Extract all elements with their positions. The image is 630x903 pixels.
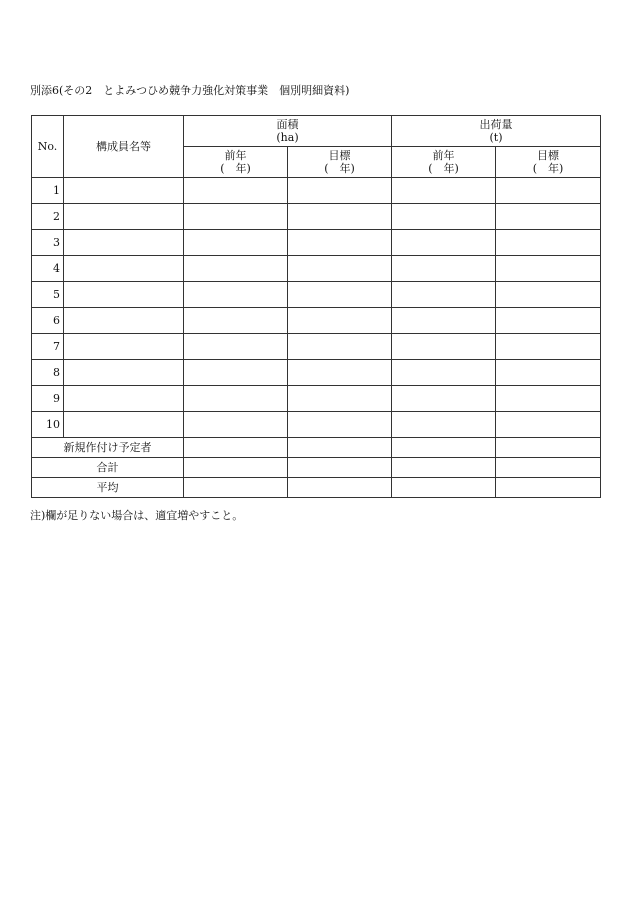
table-row <box>32 230 601 256</box>
cell-value[interactable] <box>288 458 392 478</box>
cell-value[interactable] <box>392 360 496 386</box>
cell-value[interactable] <box>184 204 288 230</box>
cell-value[interactable] <box>288 256 392 282</box>
cell-value[interactable] <box>184 360 288 386</box>
header-member: 構成員名等 <box>64 116 184 178</box>
cell-value[interactable] <box>496 334 601 360</box>
cell-value[interactable] <box>184 386 288 412</box>
cell-value[interactable] <box>288 438 392 458</box>
table-row <box>32 308 601 334</box>
cell-value[interactable] <box>496 412 601 438</box>
detail-table <box>31 115 601 498</box>
header-area-unit: (ha) <box>276 131 299 144</box>
cell-value[interactable] <box>184 230 288 256</box>
cell-value[interactable] <box>392 412 496 438</box>
cell-value[interactable] <box>496 478 601 498</box>
cell-value[interactable] <box>288 282 392 308</box>
cell-value[interactable] <box>392 204 496 230</box>
cell-value[interactable] <box>392 230 496 256</box>
document-title: 別添6(その2 とよみつひめ競争力強化対策事業 個別明細資料) <box>30 84 350 97</box>
row-number: 2 <box>32 204 64 230</box>
header-area-label: 面積 <box>276 118 299 131</box>
row-number: 8 <box>32 360 64 386</box>
target-label: 目標 <box>328 149 351 162</box>
year-blank: ( 年) <box>532 162 564 175</box>
table-row <box>32 204 601 230</box>
table-row <box>32 334 601 360</box>
row-number: 5 <box>32 282 64 308</box>
cell-value[interactable] <box>496 438 601 458</box>
header-no: No. <box>32 116 64 178</box>
cell-value[interactable] <box>288 334 392 360</box>
cell-value[interactable] <box>392 308 496 334</box>
cell-value[interactable] <box>184 256 288 282</box>
header-shipment-target <box>496 147 601 178</box>
header-shipment-label: 出荷量 <box>479 118 513 131</box>
cell-value[interactable] <box>392 334 496 360</box>
header-area-target <box>288 147 392 178</box>
cell-member[interactable] <box>64 360 184 386</box>
cell-value[interactable] <box>496 308 601 334</box>
prev-year-label: 前年 <box>224 149 247 162</box>
header-area-prev-year <box>184 147 288 178</box>
header-shipment <box>392 116 601 147</box>
row-number: 7 <box>32 334 64 360</box>
year-blank: ( 年) <box>428 162 459 175</box>
header-shipment-prev-year <box>392 147 496 178</box>
cell-value[interactable] <box>288 230 392 256</box>
cell-value[interactable] <box>184 438 288 458</box>
cell-value[interactable] <box>184 282 288 308</box>
cell-value[interactable] <box>392 438 496 458</box>
cell-member[interactable] <box>64 204 184 230</box>
cell-member[interactable] <box>64 308 184 334</box>
cell-value[interactable] <box>184 458 288 478</box>
cell-value[interactable] <box>496 282 601 308</box>
prev-year-label: 前年 <box>432 149 455 162</box>
cell-value[interactable] <box>184 412 288 438</box>
footer-label: 新規作付け予定者 <box>32 438 184 458</box>
row-number: 10 <box>32 412 64 438</box>
cell-value[interactable] <box>184 178 288 204</box>
table-row <box>32 360 601 386</box>
cell-value[interactable] <box>288 478 392 498</box>
target-label: 目標 <box>537 149 560 162</box>
footer-row <box>32 458 601 478</box>
cell-value[interactable] <box>496 204 601 230</box>
year-blank: ( 年) <box>220 162 251 175</box>
footer-row <box>32 478 601 498</box>
cell-value[interactable] <box>496 360 601 386</box>
cell-value[interactable] <box>288 412 392 438</box>
cell-value[interactable] <box>496 458 601 478</box>
header-area <box>184 116 392 147</box>
row-number: 3 <box>32 230 64 256</box>
row-number: 6 <box>32 308 64 334</box>
table-row <box>32 178 601 204</box>
cell-value[interactable] <box>392 282 496 308</box>
row-number: 9 <box>32 386 64 412</box>
cell-value[interactable] <box>392 458 496 478</box>
cell-member[interactable] <box>64 412 184 438</box>
cell-value[interactable] <box>288 308 392 334</box>
cell-value[interactable] <box>392 256 496 282</box>
cell-value[interactable] <box>184 478 288 498</box>
cell-value[interactable] <box>184 334 288 360</box>
cell-value[interactable] <box>184 308 288 334</box>
year-blank: ( 年) <box>324 162 355 175</box>
cell-member[interactable] <box>64 334 184 360</box>
footer-row <box>32 438 601 458</box>
cell-member[interactable] <box>64 230 184 256</box>
table-row <box>32 256 601 282</box>
cell-value[interactable] <box>288 386 392 412</box>
cell-value[interactable] <box>496 256 601 282</box>
cell-value[interactable] <box>392 478 496 498</box>
footer-label: 合計 <box>32 458 184 478</box>
cell-value[interactable] <box>288 204 392 230</box>
cell-value[interactable] <box>392 178 496 204</box>
cell-member[interactable] <box>64 178 184 204</box>
table-row <box>32 282 601 308</box>
cell-member[interactable] <box>64 386 184 412</box>
table-row <box>32 412 601 438</box>
row-number: 4 <box>32 256 64 282</box>
cell-member[interactable] <box>64 282 184 308</box>
cell-value[interactable] <box>288 178 392 204</box>
row-number: 1 <box>32 178 64 204</box>
cell-value[interactable] <box>496 386 601 412</box>
cell-value[interactable] <box>288 360 392 386</box>
table-row <box>32 386 601 412</box>
cell-value[interactable] <box>392 386 496 412</box>
cell-value[interactable] <box>496 178 601 204</box>
note-text: 注)欄が足りない場合は、適宜増やすこと。 <box>30 509 244 522</box>
cell-value[interactable] <box>496 230 601 256</box>
footer-label: 平均 <box>32 478 184 498</box>
cell-member[interactable] <box>64 256 184 282</box>
header-shipment-unit: (t) <box>489 131 503 144</box>
